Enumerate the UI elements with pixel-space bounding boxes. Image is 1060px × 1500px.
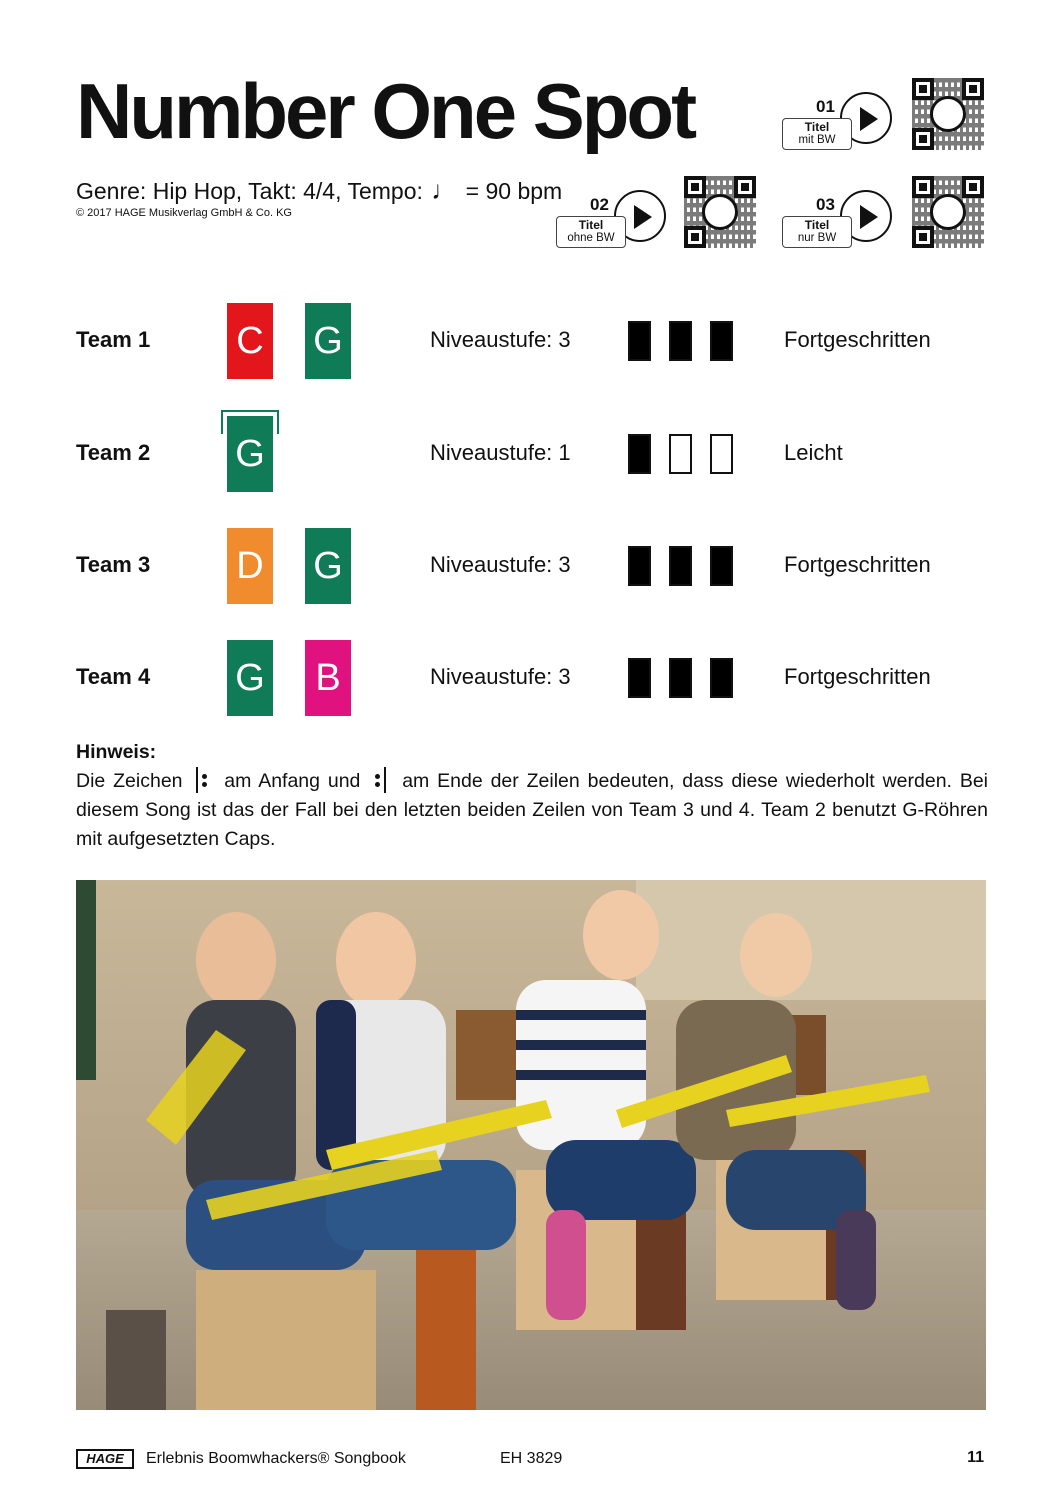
team-label: Team 1 — [76, 327, 151, 352]
repeat-end-icon — [372, 767, 390, 793]
difficulty-text: Leicht — [784, 440, 843, 465]
level-text: Niveaustufe: 3 — [430, 552, 571, 577]
boomwhacker-D: D — [227, 528, 273, 604]
track-sublabel: nur BW — [797, 231, 837, 244]
difficulty-bar — [710, 321, 733, 361]
team-label: Team 4 — [76, 664, 151, 689]
audio-track-02[interactable] — [556, 184, 676, 254]
difficulty-bar — [669, 434, 692, 474]
track-label: Titel — [578, 218, 604, 232]
book-title: Erlebnis Boomwhackers® Songbook — [146, 1450, 406, 1467]
publisher-logo: HAGE — [76, 1449, 134, 1469]
audio-track-01[interactable] — [782, 86, 902, 156]
level-text: Niveaustufe: 3 — [430, 327, 571, 352]
difficulty-bar — [628, 546, 651, 586]
page-title: Number One Spot — [76, 67, 695, 155]
boomwhacker-C: C — [227, 303, 273, 379]
qr-code-icon[interactable] — [684, 176, 756, 248]
track-number: 03 — [816, 195, 835, 214]
difficulty-text: Fortgeschritten — [784, 552, 931, 577]
difficulty-text: Fortgeschritten — [784, 327, 931, 352]
hint-text: Die Zeichen am Anfang und am Ende der Zeilen bedeuten, dass diese wiederholt werden. Bei diesem Song ist das der Fall bei den letzten beiden Zeilen von Team 3 und 4. Team 2 benutzt G-Röhren mit aufgesetzten Caps. — [76, 767, 988, 854]
page-number: 11 — [967, 1449, 984, 1466]
boomwhacker-G: G — [305, 528, 351, 604]
track-label-box — [556, 216, 626, 248]
difficulty-bar — [669, 546, 692, 586]
difficulty-bar — [669, 321, 692, 361]
difficulty-bar — [710, 546, 733, 586]
difficulty-bar — [710, 434, 733, 474]
level-text: Niveaustufe: 1 — [430, 440, 571, 465]
song-info — [76, 175, 562, 206]
team-label: Team 3 — [76, 552, 151, 577]
difficulty-bar — [669, 658, 692, 698]
quarter-note-icon: ♩ — [431, 175, 458, 205]
qr-code-icon[interactable] — [912, 176, 984, 248]
track-sublabel: mit BW — [798, 133, 836, 146]
children-playing-photo — [76, 880, 986, 1410]
track-label: Titel — [804, 120, 830, 134]
product-code: EH 3829 — [500, 1450, 563, 1467]
track-label-box — [782, 216, 852, 248]
octave-cap-icon — [221, 410, 279, 434]
copyright: © 2017 HAGE Musikverlag GmbH & Co. KG — [76, 207, 292, 219]
difficulty-bar — [710, 658, 733, 698]
difficulty-bar — [628, 434, 651, 474]
hint-section — [76, 738, 988, 854]
track-number: 01 — [816, 97, 835, 116]
track-sublabel: ohne BW — [567, 231, 615, 244]
tempo-text: = 90 bpm — [465, 178, 563, 204]
hint-heading: Hinweis: — [76, 741, 157, 763]
difficulty-bar — [628, 658, 651, 698]
audio-track-03[interactable] — [782, 184, 902, 254]
page-footer — [76, 1448, 986, 1474]
difficulty-text: Fortgeschritten — [784, 664, 931, 689]
genre-text: Genre: Hip Hop, Takt: 4/4, Tempo: — [76, 178, 423, 204]
difficulty-bar — [628, 321, 651, 361]
team-label: Team 2 — [76, 440, 151, 465]
qr-code-icon[interactable] — [912, 78, 984, 150]
boomwhacker-G: G — [227, 416, 273, 492]
level-text: Niveaustufe: 3 — [430, 664, 571, 689]
boomwhacker-B: B — [305, 640, 351, 716]
repeat-start-icon — [194, 767, 212, 793]
boomwhacker-G: G — [305, 303, 351, 379]
track-label: Titel — [804, 218, 830, 232]
boomwhacker-G: G — [227, 640, 273, 716]
track-number: 02 — [590, 195, 609, 214]
track-label-box — [782, 118, 852, 150]
